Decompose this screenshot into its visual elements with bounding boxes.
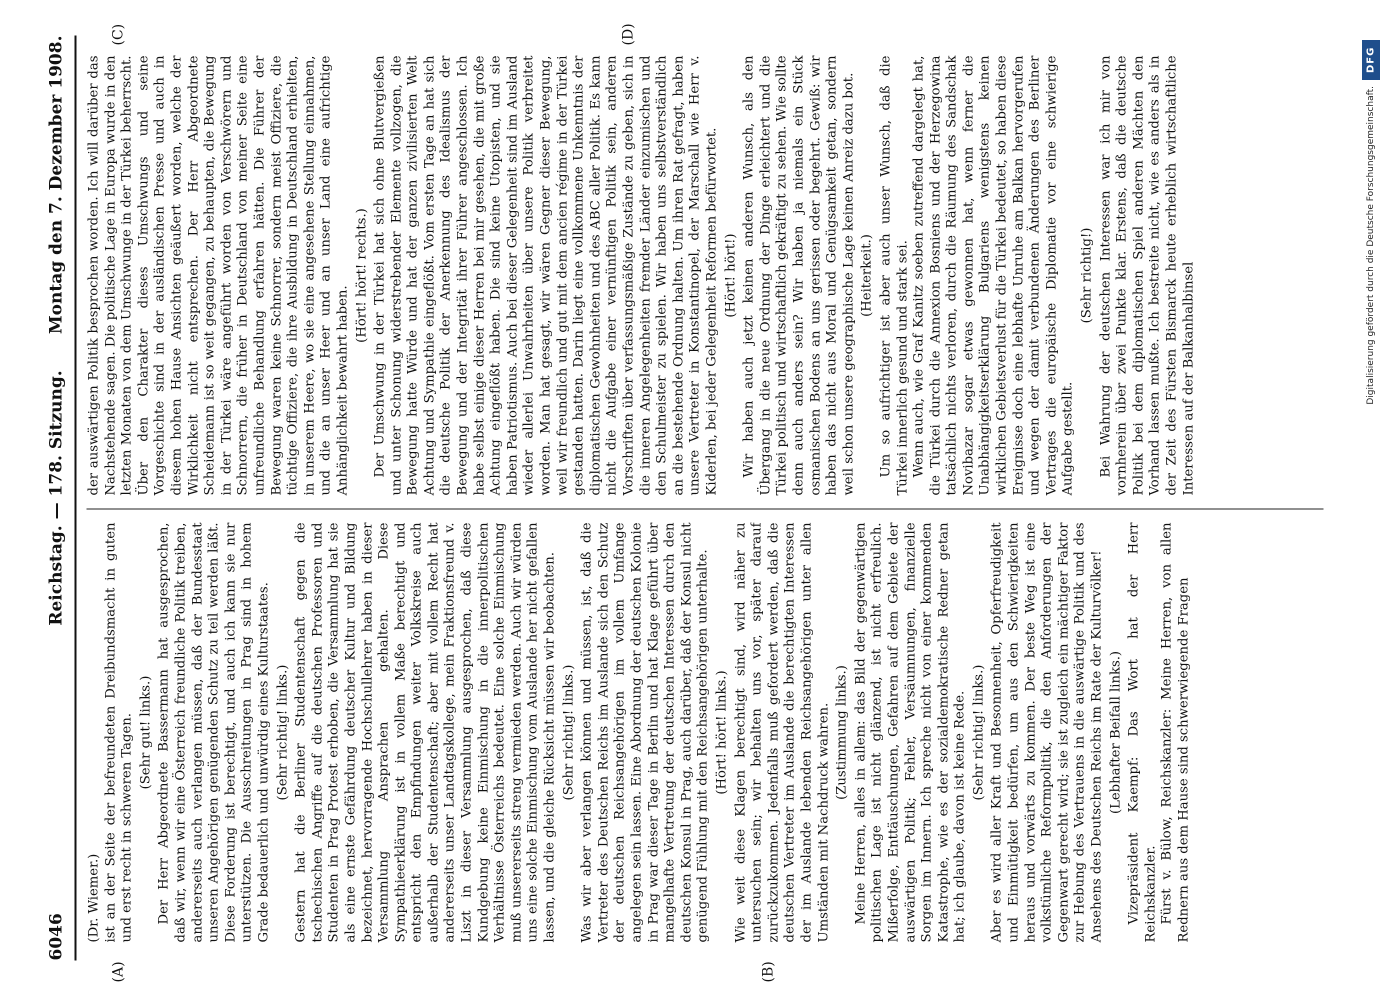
stage-direction: (Sehr richtig!) [1079,227,1095,323]
margin-marker-a: (A) [110,960,126,982]
credit-text: Digitalisierung gefördert durch die Deutsche Forschungsgemeinschaft. [1366,86,1376,405]
right-column [86,55,1323,495]
paragraph: Der Herr Abgeordnete Bassermann hat ausgesprochen, daß wir, wenn wir eine Österreich freundliche Politik treiben, andererseits auch verlangen müssen, daß der Bundesstaat unseren Angehörigen genügenden Schutz zu teil werden läßt. Diese Forderung ist berechtigt, und auch ich kann sie nur unterstützen. Die Ausschreitungen in Prag sind in hohem Grade bedauerlich und unwürdig eines Kulturstaates. [156,522,271,942]
paragraph: Meine Herren, alles in allem: das Bild der gegenwärtigen politischen Lage ist nicht glänzend, ist nicht erfreulich. Mißerfolge, Enttäuschungen, Gefahren auf dem Gebiete der auswärtigen Politik; Fehler, Versäumnungen, finanzielle Sorgen im Innern. Ich spreche nicht von einer kommenden Katastrophe, wie es der sozialdemokratische Redner getan hat; ich glaube, davon ist keine Rede. [852,522,968,942]
paragraph: Vizepräsident Kaempf: Das Wort hat der Herr Reichskanzler. [1126,522,1158,942]
digitization-credit [1358,40,1383,980]
margin-marker-c: (C) [110,23,126,45]
paragraph: Was wir aber verlangen können und müssen, ist, daß die Vertreter des Deutschen Reichs im Auslande sich den Schutz der deutschen Reichsangehörigen im vollem Umfange angelegen sein lassen. Eine Abordnung der deutschen Kolonie in Prag war dieser Tage in Berlin und hat Klage geführt über mangelhafte Vertretung der deutschen Interessen durch den deutschen Konsul in Prag, auch darüber, daß der Konsul nicht genügend Fühlung mit den Reichsangehörigen unterhalte. [579,522,711,942]
header-date: Montag den 7. Dezember 1908. [46,35,66,334]
stage-direction: (Hört! hört! rechts.) [353,207,369,343]
stage-direction: (Sehr richtig! links.) [560,664,576,800]
page-header [40,35,76,960]
paragraph: Aber es wird aller Kraft und Besonnenheit, Opferfreudigkeit und Einmütigkeit bedürfen, um aus den Schwierigkeiten heraus und vorwärts zu kommen. Der beste Weg ist eine volkstümliche Reformpolitik, die den Anforderungen der Gegenwart gerecht wird; sie ist zugleich ein mächtiger Faktor zur Hebung des Vertrauens in die auswärtige Politik und des Ansehens des Deutschen Reichs im Rate der Kulturvölker! [989,522,1105,942]
margin-marker-b: (B) [760,960,776,982]
paragraph: Um so aufrichtiger ist aber auch unser Wunsch, daß die Türkei innerlich gesund und stark sei. [877,55,910,495]
left-column [86,522,1323,942]
paragraph: Fürst v. Bülow, Reichskanzler: Meine Herren, von allen Rednern aus dem Hause sind schwerwiegende Fragen [1159,522,1191,942]
stage-direction: (Sehr gut! links.) [137,675,153,789]
column-divider [86,508,1323,509]
paragraph: Bei Wahrung der deutschen Interessen war ich mir von vornherein über zwei Punkte klar. Erstens, daß die deutsche Politik bei dem diplomatischen Spiel anderen Mächten den Vorhand lassen mußte. Ich bestreite nicht, wie es anders als in der Zeit des Fürsten Bismarck heute erheblich wirtschaftliche Interessen auf der Balkanhalbinsel [1097,55,1196,495]
paragraph: Wir haben auch jetzt keinen anderen Wunsch, als den Übergang in die neue Ordnung der Dinge erleichtert und die Türkei politisch und wirtschaftlich gekräftigt zu sehen. Wie sollte denn auch anders sein? Wir haben ja niemals ein Stück osmanischen Bodens an uns gerissen oder begehrt. Gewiß: wir haben das nicht aus Moral und Genügsamkeit getan, sondern weil schon unsere geographische Lage keinen Anreiz dazu bot. [741,55,856,495]
paragraph: Gestern hat die Berliner Studentenschaft gegen die tschechischen Angriffe auf die deutschen Professoren und Studenten in Prag Protest erhoben, die Versammlung hat sie als eine ernste Gefährdung deutscher Kultur und Bildung bezeichnet, hervorragende Hochschullehrer haben in dieser Versammlung Ansprachen gehalten. Diese Sympathieerklärung ist in vollem Maße berechtigt und entspricht den Empfindungen weiter Volkskreise auch außerhalb der Studentenschaft; aber mit vollem Recht hat andererseits unser Landtagskollege, mein Fraktionsfreund v. Liszt in dieser Versammlung ausgesprochen, daß diese Kundgebung keine Einmischung in die innerpolitischen Verhältnisse Österreichs bedeutet. Eine solche Einmischung muß unsererseits streng vermieden werden. Auch wir würden uns eine solche Einmischung vom Auslande her nicht gefallen lassen, und die gleiche Rücksicht müssen wir beobachten. [293,522,558,942]
stage-direction: (Lebhafter Beifall links.) [1107,650,1123,814]
paragraph: Wenn auch, wie Graf Kanitz soeben zutreffend dargelegt hat, die Türkei durch die Annexion Bosniens und der Herzegowina tatsächlich nichts verloren, durch die Räumung des Sandschak Novibazar sogar etwas gewonnen hat, wenn ferner die Unabhängigkeitserklärung Bulgariens wenigstens keinen wirklichen Gebietsverlust für die Türkei bedeutet, so haben diese Ereignisse doch eine lebhafte Unruhe am Balkan hervorgerufen und wegen der damit verbundenen Änderungen des Berliner Vertrages die europäische Diplomatie vor eine schwierige Aufgabe gestellt. [911,55,1076,495]
stage-direction: (Zustimmung links.) [834,664,850,800]
page-number: 6046 [46,912,66,960]
paragraph: (Dr. Wiemer.) [86,853,101,942]
paragraph: Der Umschwung in der Türkei hat sich ohne Blutvergießen und unter Schonung widerstrebender Elemente vollzogen, die Bewegung hatte Würde und hat der ganzen zivilisierten Welt Achtung und Sympathie eingeflößt. Vom ersten Tage an hat sich die deutsche Politik der Anerkennung des Idealismus der Bewegung und der Integrität ihrer Führer angeschlossen. Ich habe selbst einige dieser Herren bei mir gesehen, die mit große Achtung eingeflößt haben. Die sind keine Utopisten, und sie haben Patriotismus. Auch bei dieser Gelegenheit sind im Ausland wieder allerlei Unwahrheiten über unsere Politik verbreitet worden. Man hat gesagt, wir wären Gegner dieser Bewegung, weil wir freundlich und gut mit dem ancien régime in der Türkei gestanden hatten. Darin liegt eine vollkommene Unkenntnis der diplomatischen Gewohnheiten und des ABC aller Politik. Es kann nicht die Aufgabe einer vernünftigen Politik sein, anderen Vorschriften über verfassungsmäßige Zustände zu geben, sich in die inneren Angelegenheiten fremder Länder einzumischen und den Schulmeister zu spielen. Wir haben uns selbstverständlich an die bestehende Ordnung halten. Um ihren Rat gefragt, haben unsere Vertreter in Konstantinopel, der Marschall wie Herr v. Kiderlen, bei jeder Gelegenheit Reformen befürwortet. [372,55,719,495]
margin-marker-d: (D) [620,22,636,45]
paragraph: ist an der Seite der befreundeten Dreibundsmacht in guten und erst recht in schweren Tagen. [102,522,135,942]
header-title: Reichstag. — 178. Sitzung. [46,369,66,626]
stage-direction: (Sehr richtig! links.) [970,664,986,800]
stage-direction: (Hört! hört! links.) [713,669,729,795]
stage-direction: (Hört! hört!) [722,232,738,318]
paragraph: der auswärtigen Politik besprochen worden. Ich will darüber das Nachstehende sagen. Die politische Lage in Europa wurde in den letzten Monaten von dem Umschwunge in der Türkei beherrscht. Über den Charakter dieses Umschwungs und seine Vorgeschichte sind in der ausländischen Presse und auch in diesem hohen Hause Ansichten geäußert worden, welche der Wirklichkeit nicht entsprechen. Der Herr Abgeordnete Scheidemann ist so weit gegangen, zu behaupten, die Bewegung in der Türkei wäre angeführt worden von Verschwörern und Schnorrern, die früher in Deutschland von meiner Seite eine unfreundliche Behandlung erfahren hätten. Die Führer der Bewegung waren keine Schnorrer, sondern meist Offiziere, die tüchtige Offiziere, die ihre Ausbildung in Deutschland erhielten, in unserem Heere, wo sie eine angesehene Stellung einnahmen, und die an unser Heer und an unser Land eine aufrichtige Anhänglichkeit bewahrt haben. [86,55,350,495]
dfg-logo: DFG [1362,40,1380,80]
stage-direction: (Sehr richtig! links.) [274,664,290,800]
stage-direction: (Heiterkeit.) [859,233,875,317]
paragraph: Wie weit diese Klagen berechtigt sind, wird näher zu untersuchen sein; wir behalten uns vor, später darauf zurückzukommen. Jedenfalls muß gefordert werden, daß die deutschen Vertreter im Auslande die berechtigten Interessen der im Auslande lebenden Reichsangehörigen unter allen Umständen mit Nachdruck wahren. [732,522,831,942]
